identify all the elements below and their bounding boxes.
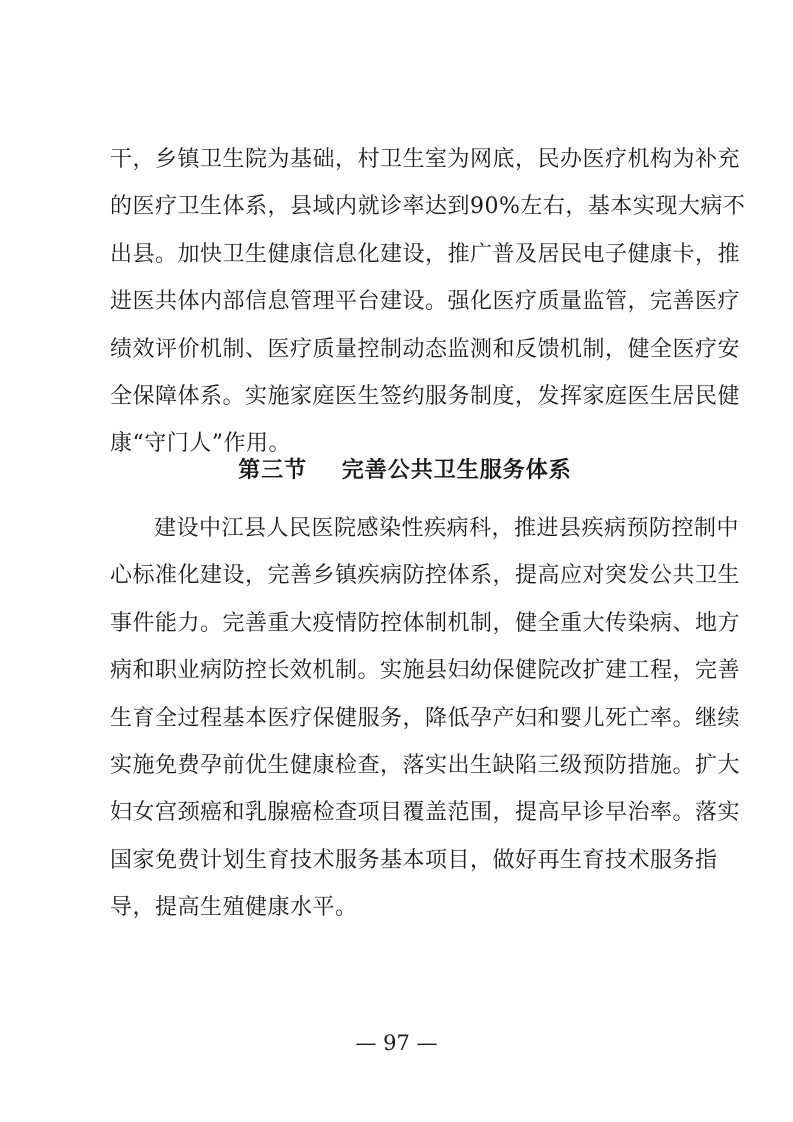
- paragraph-line: 生育全过程基本医疗保健服务，降低孕产妇和婴儿死亡率。继续: [110, 705, 741, 731]
- paragraph-line: 干，乡镇卫生院为基础，村卫生室为网底，民办医疗机构为补充: [110, 147, 741, 172]
- paragraph-line: 实施免费孕前优生健康检查，落实出生缺陷三级预防措施。扩大: [110, 752, 741, 778]
- section-heading: 第三节 完善公共卫生服务体系: [238, 458, 572, 483]
- paragraph-line: 出县。加快卫生健康信息化建设，推广普及居民电子健康卡，推: [110, 241, 741, 267]
- paragraph-line: 事件能力。完善重大疫情防控体制机制，健全重大传染病、地方: [110, 610, 741, 636]
- paragraph-line: 导，提高生殖健康水平。: [110, 895, 358, 921]
- paragraph-public-health: [110, 505, 741, 932]
- paragraph-line: 全保障体系。实施家庭医生签约服务制度，发挥家庭医生居民健: [110, 383, 741, 409]
- paragraph-line: 建设中江县人民医院感染性疾病科，推进县疾病预防控制中: [154, 516, 740, 541]
- page-number: — 97 —: [355, 1031, 438, 1055]
- paragraph-line: 病和职业病防控长效机制。实施县妇幼保健院改扩建工程，完善: [110, 658, 741, 684]
- paragraph-line: 心标准化建设，完善乡镇疾病防控体系，提高应对突发公共卫生: [110, 563, 741, 589]
- paragraph-line: 国家免费计划生育技术服务基本项目，做好再生育技术服务指: [110, 847, 718, 873]
- paragraph-line: 的医疗卫生体系，县域内就诊率达到90%左右，基本实现大病不: [110, 194, 746, 220]
- paragraph-line: 妇女宫颈癌和乳腺癌检查项目覆盖范围，提高早诊早治率。落实: [110, 800, 741, 826]
- paragraph-line: 进医共体内部信息管理平台建设。强化医疗质量监管，完善医疗: [110, 289, 741, 315]
- paragraph-line: 康“守门人”作用。: [110, 431, 291, 457]
- paragraph-line: 绩效评价机制、医疗质量控制动态监测和反馈机制，健全医疗安: [110, 336, 741, 362]
- paragraph-continued: [110, 136, 746, 468]
